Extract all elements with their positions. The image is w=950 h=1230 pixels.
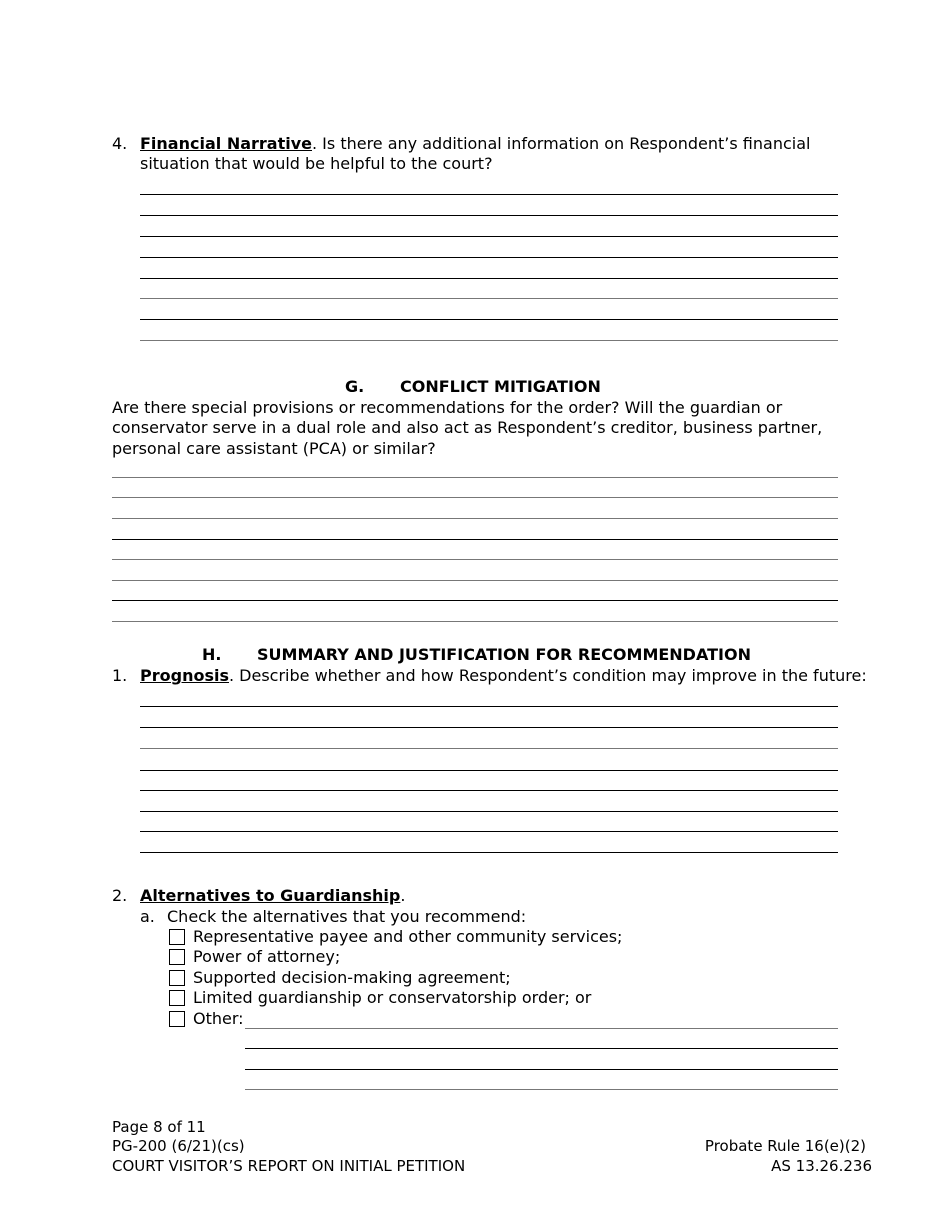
answer-line[interactable] xyxy=(140,831,838,832)
checkbox-power-of-attorney[interactable] xyxy=(169,949,185,965)
answer-line[interactable] xyxy=(140,811,838,812)
answer-line[interactable] xyxy=(140,706,838,707)
answer-line[interactable] xyxy=(140,215,838,216)
option-other-label: Other: xyxy=(193,1009,244,1028)
checkbox-representative-payee[interactable] xyxy=(169,929,185,945)
answer-line[interactable] xyxy=(112,600,838,601)
answer-line[interactable] xyxy=(140,790,838,791)
financial-narrative-text-1: . Is there any additional information on Respondent’s financial xyxy=(312,134,811,153)
answer-line[interactable] xyxy=(140,340,838,341)
sub-item-a-text: Check the alternatives that you recommend: xyxy=(167,907,527,926)
answer-line[interactable] xyxy=(140,236,838,237)
alternatives-title-suffix: . xyxy=(400,886,406,905)
financial-narrative-text-2: situation that would be helpful to the court? xyxy=(140,154,493,173)
alternatives-title: Alternatives to Guardianship xyxy=(140,886,401,905)
option-limited-guardianship-label: Limited guardianship or conservatorship order; or xyxy=(193,988,592,1007)
prognosis-question xyxy=(140,666,867,686)
option-power-of-attorney-label: Power of attorney; xyxy=(193,947,341,966)
conflict-mitigation-text-1: Are there special provisions or recommendations for the order? Will the guardian or xyxy=(112,398,783,417)
section-h-letter: H. xyxy=(202,645,222,664)
financial-narrative-question xyxy=(140,134,810,154)
option-representative-payee-label: Representative payee and other community services; xyxy=(193,927,623,946)
alternatives-heading xyxy=(140,886,405,906)
statute-reference: AS 13.26.236 xyxy=(771,1157,872,1175)
financial-narrative-title: Financial Narrative xyxy=(140,134,312,153)
answer-line[interactable] xyxy=(245,1089,838,1090)
answer-line[interactable] xyxy=(112,518,838,519)
answer-line[interactable] xyxy=(112,580,838,581)
answer-line[interactable] xyxy=(140,319,838,320)
answer-line[interactable] xyxy=(112,539,838,540)
answer-line[interactable] xyxy=(140,257,838,258)
form-title: COURT VISITOR’S REPORT ON INITIAL PETITION xyxy=(112,1157,466,1175)
answer-line[interactable] xyxy=(245,1028,838,1029)
answer-line[interactable] xyxy=(112,497,838,498)
probate-rule: Probate Rule 16(e)(2) xyxy=(704,1137,866,1155)
answer-line[interactable] xyxy=(112,559,838,560)
section-h-title: SUMMARY AND JUSTIFICATION FOR RECOMMENDATION xyxy=(257,645,751,664)
answer-line[interactable] xyxy=(140,770,838,771)
answer-line[interactable] xyxy=(112,477,838,478)
answer-line[interactable] xyxy=(112,621,838,622)
item-number-2: 2. xyxy=(112,886,128,905)
answer-line[interactable] xyxy=(140,852,838,853)
option-supported-decision-making-label: Supported decision-making agreement; xyxy=(193,968,511,987)
checkbox-other[interactable] xyxy=(169,1011,185,1027)
answer-line[interactable] xyxy=(140,727,838,728)
checkbox-supported-decision-making[interactable] xyxy=(169,970,185,986)
prognosis-text: . Describe whether and how Respondent’s condition may improve in the future: xyxy=(228,666,867,685)
answer-line[interactable] xyxy=(140,194,838,195)
form-id: PG-200 (6/21)(cs) xyxy=(112,1137,245,1155)
section-g-title: CONFLICT MITIGATION xyxy=(400,377,601,396)
answer-line[interactable] xyxy=(245,1069,838,1070)
answer-line[interactable] xyxy=(140,748,838,749)
answer-line[interactable] xyxy=(245,1048,838,1049)
sub-item-a-letter: a. xyxy=(140,907,155,926)
prognosis-title: Prognosis xyxy=(140,666,229,685)
section-g-letter: G. xyxy=(345,377,365,396)
checkbox-limited-guardianship[interactable] xyxy=(169,990,185,1006)
conflict-mitigation-text-2: conservator serve in a dual role and also act as Respondent’s creditor, business partner, xyxy=(112,418,823,437)
conflict-mitigation-text-3: personal care assistant (PCA) or similar? xyxy=(112,439,436,458)
answer-line[interactable] xyxy=(140,298,838,299)
item-number-1: 1. xyxy=(112,666,128,685)
page-number: Page 8 of 11 xyxy=(112,1118,206,1136)
item-number-4: 4. xyxy=(112,134,128,153)
answer-line[interactable] xyxy=(140,278,838,279)
